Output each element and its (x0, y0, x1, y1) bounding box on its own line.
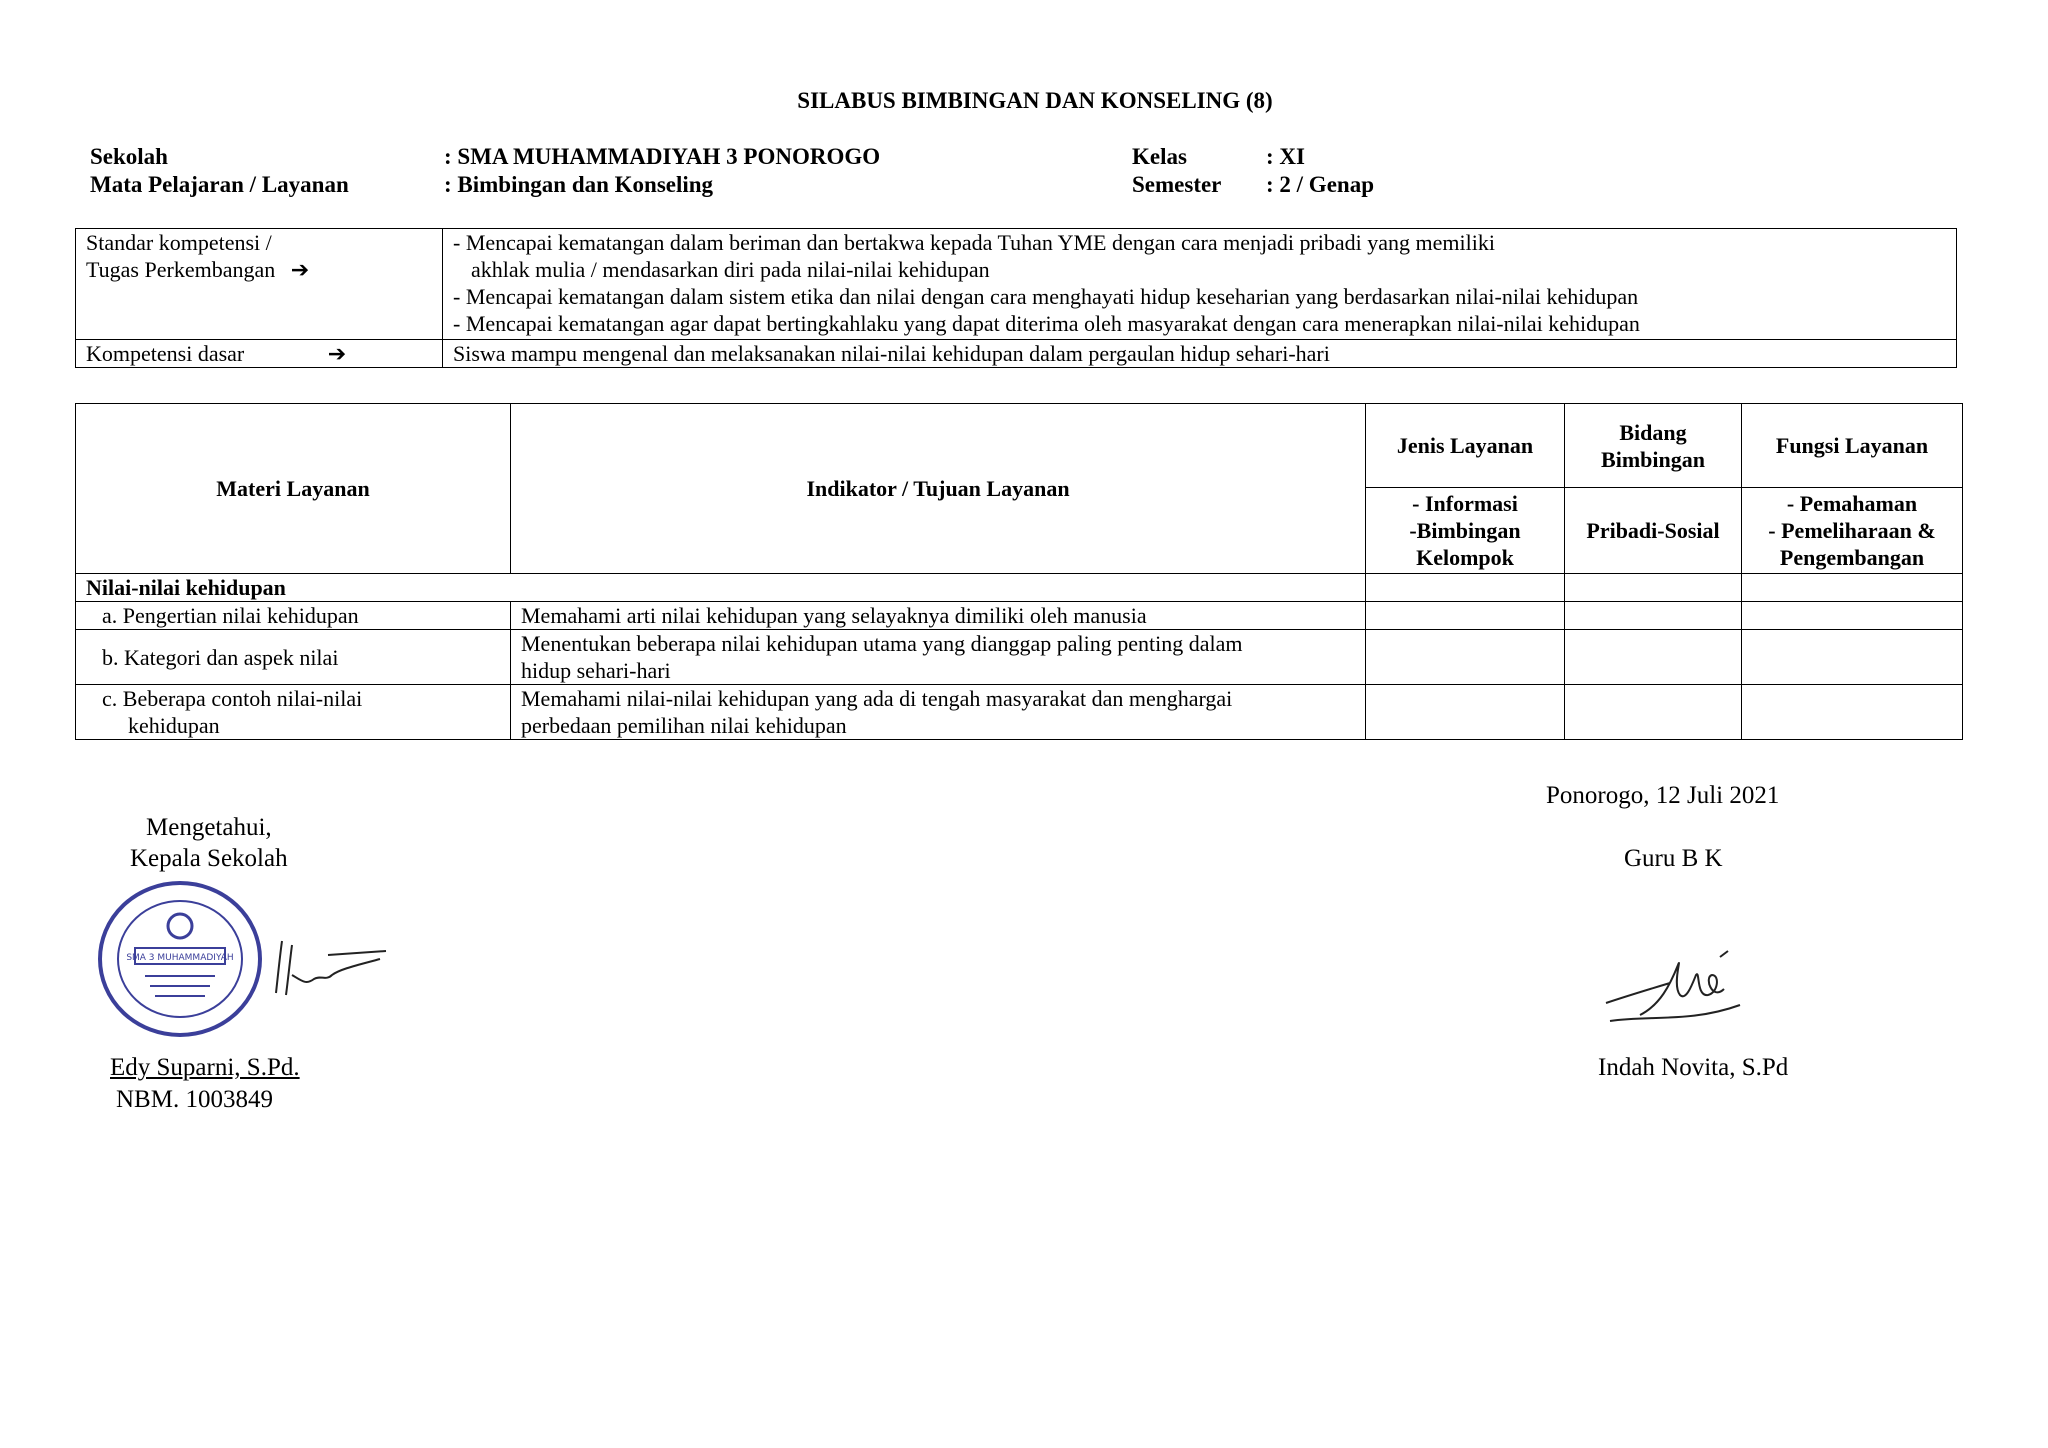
indikator-line: perbedaan pemilihan nilai kehidupan (521, 713, 847, 738)
jenis-1: - Informasi (1412, 491, 1518, 516)
arrow-right-icon: ➔ (290, 257, 310, 282)
svg-text:SMA 3 MUHAMMADIYAH: SMA 3 MUHAMMADIYAH (126, 953, 234, 963)
dasar-label: Kompetensi dasar (86, 341, 245, 366)
header-jenis: Jenis Layanan (1366, 404, 1565, 488)
section-title: Nilai-nilai kehidupan (76, 574, 1366, 602)
table-row (76, 602, 1963, 630)
standar-item: - Mencapai kematangan dalam beriman dan bertakwa kepada Tuhan YME dengan cara menjadi pribadi yang memiliki (453, 230, 1495, 255)
standar-label-2: Tugas Perkembangan (86, 257, 276, 282)
dasar-label-cell (76, 340, 443, 368)
indikator-cell (511, 630, 1366, 685)
header-materi: Materi Layanan (76, 404, 511, 574)
standar-item: - Mencapai kematangan dalam sistem etika dan nilai dengan cara menghayati hidup keseharian yang berdasarkan nilai-nilai kehidupan (453, 284, 1639, 309)
principal-name (110, 1052, 340, 1083)
header-fungsi: Fungsi Layanan (1742, 404, 1963, 488)
service-table (75, 403, 1963, 740)
teacher-name: Indah Novita, S.Pd (1598, 1054, 1789, 1081)
empty-cell (1742, 602, 1963, 630)
kelas-label: Kelas (1132, 144, 1187, 169)
principal-name-text: Edy Suparni, S.Pd. (110, 1054, 300, 1081)
header-bidang-1: Bidang (1619, 419, 1687, 445)
mapel-label: Mata Pelajaran / Layanan (90, 172, 349, 197)
dasar-value: Siswa mampu mengenal dan melaksanakan nilai-nilai kehidupan dalam pergaulan hidup sehari-hari (443, 340, 1957, 368)
principal-nbm: NBM. 1003849 (116, 1086, 273, 1113)
document-title: SILABUS BIMBINGAN DAN KONSELING (8) (797, 88, 1273, 113)
jenis-3: Kelompok (1416, 545, 1514, 570)
semester-label: Semester (1132, 172, 1222, 197)
school-stamp-icon (95, 878, 265, 1045)
kepala-sekolah-text: Kepala Sekolah (130, 845, 288, 872)
indikator-line: Menentukan beberapa nilai kehidupan utama yang dianggap paling penting dalam (521, 631, 1243, 656)
header-indikator: Indikator / Tujuan Layanan (511, 404, 1366, 574)
kelas-value: : XI (1266, 144, 1305, 169)
materi-cell (76, 685, 511, 740)
table-row (76, 630, 1963, 685)
sekolah-value: : SMA MUHAMMADIYAH 3 PONOROGO (444, 144, 881, 169)
jenis-2: -Bimbingan (1409, 518, 1521, 543)
mengetahui-text: Mengetahui, (146, 814, 272, 841)
competency-table (75, 228, 1957, 368)
standar-label-2-row (86, 256, 432, 283)
header-bidang (1565, 404, 1742, 488)
empty-cell (1565, 685, 1742, 740)
jenis-value (1366, 488, 1565, 574)
semester-value: : 2 / Genap (1266, 172, 1374, 197)
materi-line: c. Beberapa contoh nilai-nilai (102, 686, 363, 711)
indikator-cell: Memahami arti nilai kehidupan yang selayaknya dimiliki oleh manusia (511, 602, 1366, 630)
fungsi-2: - Pemeliharaan & (1768, 518, 1936, 543)
empty-cell (1366, 685, 1565, 740)
date-place: Ponorogo, 12 Juli 2021 (1546, 782, 1780, 809)
empty-cell (1742, 574, 1963, 602)
materi-line: kehidupan (128, 713, 220, 738)
sekolah-label: Sekolah (90, 144, 168, 169)
empty-cell (1366, 574, 1565, 602)
indikator-cell (511, 685, 1366, 740)
mapel-value: : Bimbingan dan Konseling (444, 172, 714, 197)
standar-item: akhlak mulia / mendasarkan diri pada nilai-nilai kehidupan (471, 257, 990, 282)
fungsi-1: - Pemahaman (1786, 491, 1918, 516)
indikator-line: Memahami nilai-nilai kehidupan yang ada di tengah masyarakat dan menghargai (521, 686, 1233, 711)
empty-cell (1742, 630, 1963, 685)
teacher-signature-icon (1600, 945, 1760, 1040)
arrow-right-icon: ➔ (327, 341, 347, 366)
standar-item: - Mencapai kematangan agar dapat bertingkahlaku yang dapat diterima oleh masyarakat dengan cara menerapkan nilai-nilai kehidupan (453, 311, 1640, 336)
empty-cell (1565, 602, 1742, 630)
empty-cell (1565, 574, 1742, 602)
standar-label-1: Standar kompetensi / (86, 230, 272, 255)
empty-cell (1742, 685, 1963, 740)
empty-cell (1565, 630, 1742, 685)
guru-bk-text: Guru B K (1624, 845, 1723, 872)
empty-cell (1366, 602, 1565, 630)
standar-label-cell (76, 229, 443, 340)
header-bidang-2: Bimbingan (1601, 446, 1705, 472)
principal-signature-icon (268, 935, 388, 1010)
materi-cell: b. Kategori dan aspek nilai (76, 630, 511, 685)
table-row (76, 685, 1963, 740)
materi-cell: a. Pengertian nilai kehidupan (76, 602, 511, 630)
fungsi-value (1742, 488, 1963, 574)
empty-cell (1366, 630, 1565, 685)
fungsi-3: Pengembangan (1779, 545, 1925, 570)
standar-items-cell (443, 229, 1957, 340)
indikator-line: hidup sehari-hari (521, 658, 671, 683)
bidang-value: Pribadi-Sosial (1565, 488, 1742, 574)
